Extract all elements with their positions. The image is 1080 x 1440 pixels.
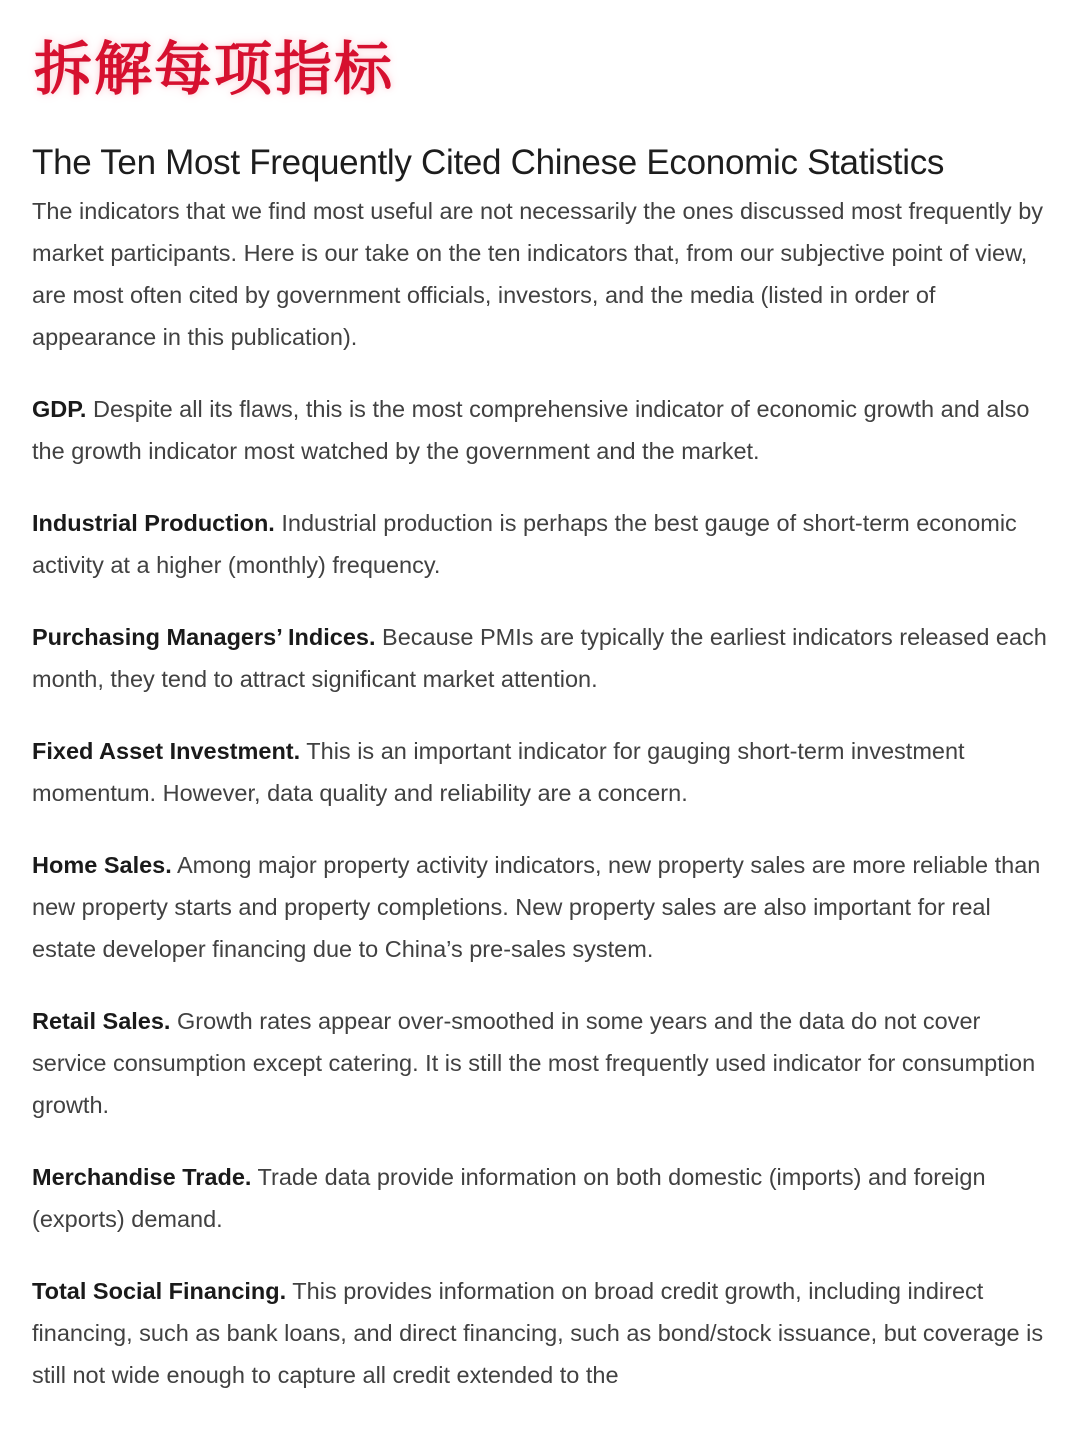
indicator-description: Trade data provide information on both domestic (imports) and foreign (exports) demand. — [32, 1164, 986, 1232]
indicator-paragraph-fixed-asset-investment — [32, 730, 1052, 814]
intro-paragraph: The indicators that we find most useful are not necessarily the ones discussed most frequently by market participants. Here is our take on the ten indicators that, from our subjective point of view, are most often cited by government officials, investors, and the media (listed in order of appearance in this publication). — [32, 198, 1044, 350]
banner-title: 拆解每项指标 — [34, 35, 395, 103]
indicator-term: Retail Sales. — [32, 1008, 171, 1034]
indicator-description: This provides information on broad credit growth, including indirect financing, such as bank loans, and direct financing, such as bond/stock issuance, but coverage is still not wide enough to capture all credit extended to the — [32, 1278, 1044, 1388]
indicator-term: Merchandise Trade. — [32, 1164, 252, 1190]
indicator-description: This is an important indicator for gauging short-term investment momentum. However, data quality and reliability are a concern. — [32, 738, 965, 806]
indicator-term: Total Social Financing. — [32, 1278, 287, 1304]
indicator-paragraph-total-social-financing — [32, 1270, 1052, 1396]
indicator-term: Fixed Asset Investment. — [32, 738, 301, 764]
indicator-paragraph-retail-sales — [32, 1000, 1052, 1126]
indicator-term: Industrial Production. — [32, 510, 275, 536]
indicator-description: Among major property activity indicators, new property sales are more reliable than new property starts and property completions. New property sales are also important for real estate developer financing due to China’s pre-sales system. — [32, 852, 1041, 962]
indicator-term: GDP. — [32, 396, 87, 422]
indicator-term: Home Sales. — [32, 852, 172, 878]
indicator-paragraph-home-sales — [32, 844, 1052, 970]
indicator-paragraph-industrial-production — [32, 502, 1052, 586]
article-heading: The Ten Most Frequently Cited Chinese Economic Statistics — [32, 143, 945, 182]
indicator-paragraph-merchandise-trade — [32, 1156, 1052, 1240]
indicator-description: Growth rates appear over-smoothed in some years and the data do not cover service consumption except catering. It is still the most frequently used indicator for consumption growth. — [32, 1008, 1036, 1118]
indicator-description: Despite all its flaws, this is the most comprehensive indicator of economic growth and also the growth indicator most watched by the government and the market. — [32, 396, 1030, 464]
article-body — [32, 190, 1052, 1426]
indicator-term: Purchasing Managers’ Indices. — [32, 624, 376, 650]
indicator-paragraph-gdp — [32, 388, 1052, 472]
indicator-description: Industrial production is perhaps the best gauge of short-term economic activity at a higher (monthly) frequency. — [32, 510, 1017, 578]
indicator-paragraph-pmi — [32, 616, 1052, 700]
indicator-description: Because PMIs are typically the earliest indicators released each month, they tend to attract significant market attention. — [32, 624, 1047, 692]
